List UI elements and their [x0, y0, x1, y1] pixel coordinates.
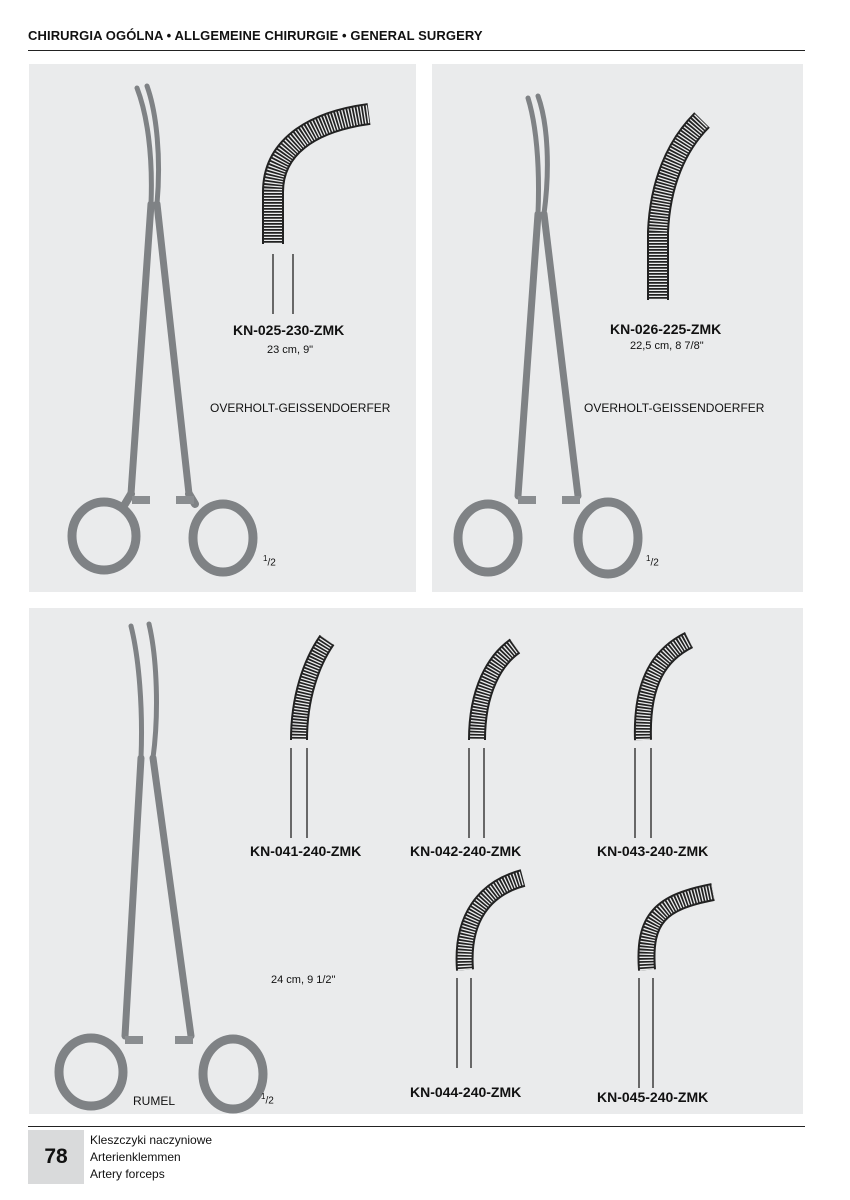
section-header: CHIRURGIA OGÓLNA • ALLGEMEINE CHIRURGIE • GENERAL SURGERY [28, 28, 483, 43]
footer-line-pl: Kleszczyki naczyniowe [90, 1133, 213, 1147]
header-divider [28, 50, 805, 51]
footer-divider [28, 1126, 805, 1127]
scale-label: $^1$/2 [261, 1092, 274, 1107]
scale-label: $^1$/2 [263, 554, 276, 569]
product-size: 24 cm, 9 1/2" [271, 974, 336, 986]
product-code: KN-043-240-ZMK [597, 843, 709, 859]
product-code: KN-025-230-ZMK [233, 322, 345, 338]
product-name: OVERHOLT-GEISSENDOERFER [210, 401, 391, 415]
product-code: KN-044-240-ZMK [410, 1084, 522, 1100]
scale-label: $^1$/2 [646, 554, 659, 569]
product-panel-overholt-2 [432, 64, 803, 592]
footer-category [90, 1132, 212, 1183]
product-size: 23 cm, 9" [267, 344, 314, 356]
jaw-detail-illustration [29, 64, 416, 592]
product-code: KN-042-240-ZMK [410, 843, 522, 859]
product-panel-overholt-1 [29, 64, 416, 592]
product-code: KN-041-240-ZMK [250, 843, 362, 859]
product-code: KN-026-225-ZMK [610, 321, 722, 337]
product-name: OVERHOLT-GEISSENDOERFER [584, 401, 765, 415]
product-name: RUMEL [133, 1094, 176, 1108]
jaw-detail-illustrations [29, 608, 803, 1114]
product-panel-rumel [29, 608, 803, 1114]
footer-line-en: Artery forceps [90, 1167, 165, 1181]
product-code: KN-045-240-ZMK [597, 1089, 709, 1105]
footer-line-de: Arterienklemmen [90, 1150, 181, 1164]
page-number: 78 [28, 1130, 84, 1184]
product-size: 22,5 cm, 8 7/8" [630, 340, 704, 352]
